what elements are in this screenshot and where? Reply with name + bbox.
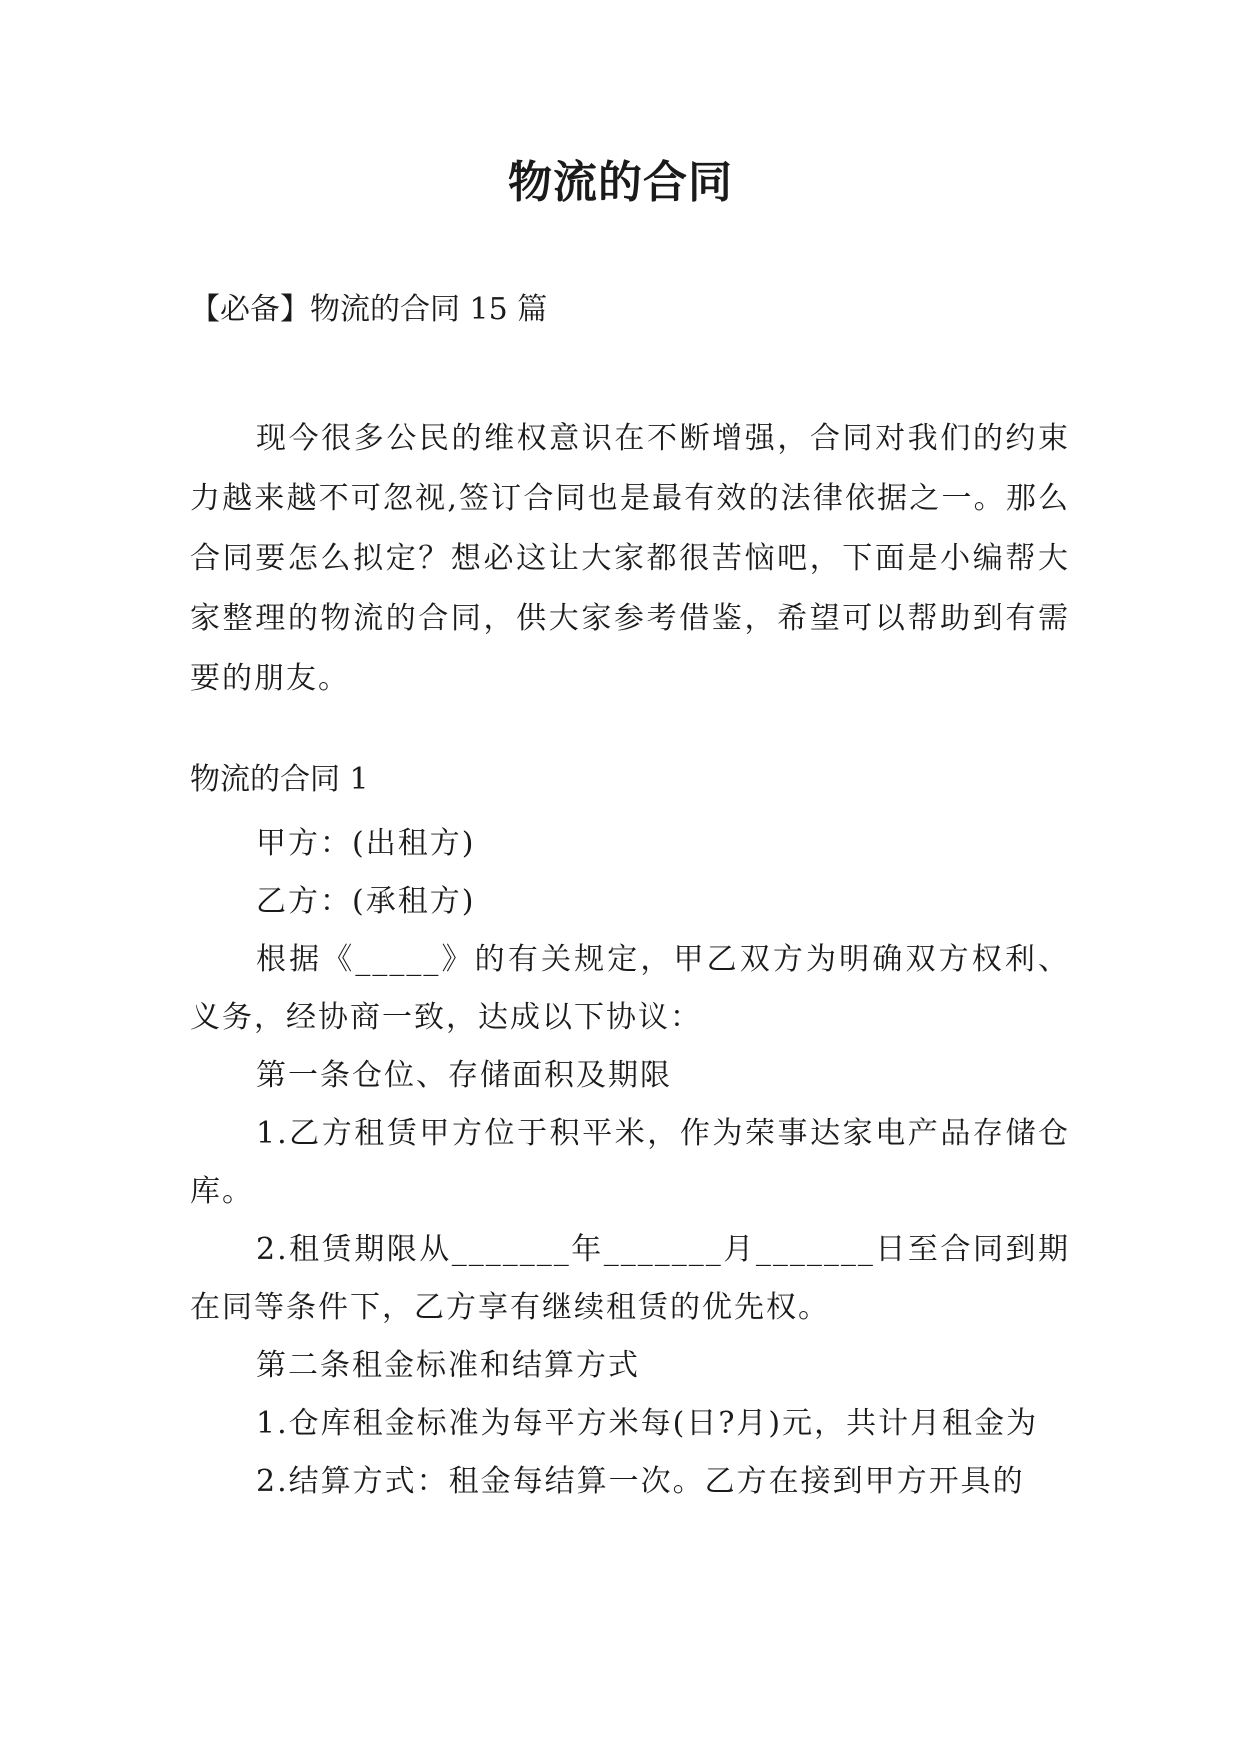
intro-paragraph: 现今很多公民的维权意识在不断增强，合同对我们的约束力越来越不可忽视,签订合同也是最有效的法律依据之一。那么合同要怎么拟定？想必这让大家都很苦恼吧，下面是小编帮大家整理的物流的合同，供大家参考借鉴，希望可以帮助到有需要的朋友。 bbox=[190, 421, 1070, 696]
clause-paragraph: 1.仓库租金标准为每平方米每(日?月)元，共计月租金为 bbox=[256, 1406, 1039, 1441]
party-a-line: 甲方：(出租方) bbox=[256, 826, 476, 861]
document-subtitle: 【必备】物流的合同 15 篇 bbox=[190, 292, 548, 327]
party-b-line: 乙方：(承租方) bbox=[256, 884, 476, 919]
preamble-paragraph: 根据《_____》的有关规定，甲乙双方为明确双方权利、义务，经协商一致，达成以下协议： bbox=[190, 942, 1070, 1035]
clause-paragraph: 2.租赁期限从_______年_______月_______日至合同到期在同等条件下，乙方享有继续租赁的优先权。 bbox=[190, 1232, 1070, 1325]
contract-body bbox=[190, 815, 1070, 1511]
clause-paragraph: 1.乙方租赁甲方位于积平米，作为荣事达家电产品存储仓库。 bbox=[190, 1116, 1070, 1209]
article-heading: 第一条仓位、存储面积及期限 bbox=[256, 1058, 672, 1093]
clause-paragraph: 2.结算方式：租金每结算一次。乙方在接到甲方开具的 bbox=[256, 1464, 1025, 1499]
article-heading: 第二条租金标准和结算方式 bbox=[256, 1348, 640, 1383]
document-title: 物流的合同 bbox=[508, 157, 733, 208]
section-title: 物流的合同 1 bbox=[190, 762, 369, 797]
